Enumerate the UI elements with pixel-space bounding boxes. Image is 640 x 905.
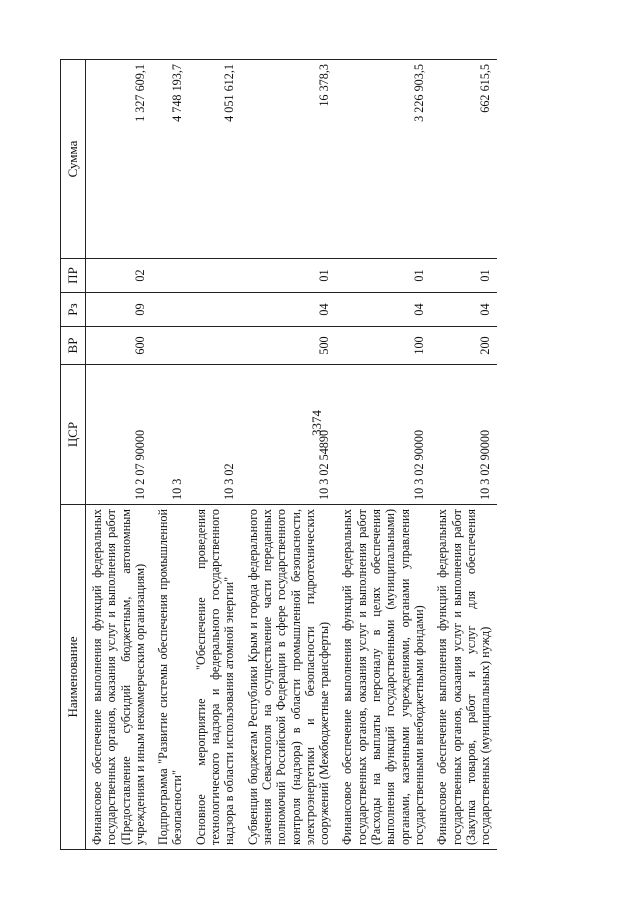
row-sum: 4 051 612,1	[190, 60, 242, 259]
row-vr	[190, 327, 242, 365]
row-rz: 04	[336, 293, 431, 327]
row-sum: 4 748 193,7	[152, 60, 190, 259]
row-pr: 01	[431, 259, 497, 293]
table-row	[336, 60, 431, 850]
row-name: Подпрограмма "Развитие системы обеспечения промышленной безопасности"	[152, 505, 190, 850]
row-sum: 16 378,3	[242, 60, 337, 259]
row-csr: 10 3 02 90000	[431, 365, 497, 505]
row-rz: 04	[431, 293, 497, 327]
row-vr: 600	[86, 327, 153, 365]
row-name: Финансовое обеспечение выполнения функций федеральных государственных органов, оказания услуг и выполнения работ (Предоставление субсидий бюджетным, автономным учреждениям и иным некоммерческим организациям)	[86, 505, 153, 850]
row-sum: 662 615,5	[431, 60, 497, 259]
header-vr: ВР	[61, 327, 86, 365]
table-row	[242, 60, 337, 850]
row-name: Субвенции бюджетам Республики Крым и города федерального значения Севастополя на осуществление части переданных полномочий Российской Федерации в сфере государственного контроля (надзора) в области промышленной безопасности, электроэнергетики и безопасности гидротехнических сооружений (Межбюджетные трансферты)	[242, 505, 337, 850]
row-name: Финансовое обеспечение выполнения функций федеральных государственных органов, оказания услуг и выполнения работ (Закупка товаров, работ и услуг для обеспечения государственных (муниципальных) нужд)	[431, 505, 497, 850]
row-vr: 200	[431, 327, 497, 365]
row-sum: 3 226 903,5	[336, 60, 431, 259]
rotated-page-content	[60, 60, 615, 850]
row-csr: 10 2 07 90000	[86, 365, 153, 505]
row-name: Основное мероприятие "Обеспечение проведения технологического надзора и федерального государственного надзора в области использования атомной энергии"	[190, 505, 242, 850]
budget-table	[60, 59, 497, 850]
row-csr: 10 3 02 54890	[242, 365, 337, 505]
row-vr: 500	[242, 327, 337, 365]
header-name: Наименование	[61, 505, 86, 850]
row-rz	[152, 293, 190, 327]
row-csr: 10 3 02	[190, 365, 242, 505]
table-row	[431, 60, 497, 850]
row-pr: 01	[336, 259, 431, 293]
row-pr	[152, 259, 190, 293]
row-rz	[190, 293, 242, 327]
header-sum: Сумма	[61, 60, 86, 259]
row-vr: 100	[336, 327, 431, 365]
table-row	[190, 60, 242, 850]
row-csr: 10 3 02 90000	[336, 365, 431, 505]
row-pr: 02	[86, 259, 153, 293]
table-header-row	[61, 60, 86, 850]
row-rz: 04	[242, 293, 337, 327]
header-pr: ПР	[61, 259, 86, 293]
row-pr: 01	[242, 259, 337, 293]
row-vr	[152, 327, 190, 365]
table-row	[86, 60, 153, 850]
row-sum: 1 327 609,1	[86, 60, 153, 259]
header-csr: ЦСР	[61, 365, 86, 505]
table-row	[152, 60, 190, 850]
row-rz: 09	[86, 293, 153, 327]
row-csr: 10 3	[152, 365, 190, 505]
row-pr	[190, 259, 242, 293]
row-name: Финансовое обеспечение выполнения функций федеральных государственных органов, оказания услуг и выполнения работ (Расходы на выплаты персоналу в целях обеспечения выполнения функций государственными (муниципальными) органами, казенными учреждениями, органами управления государственными внебюджетными фондами)	[336, 505, 431, 850]
header-rz: Рз	[61, 293, 86, 327]
page-number: 3374	[309, 410, 324, 436]
